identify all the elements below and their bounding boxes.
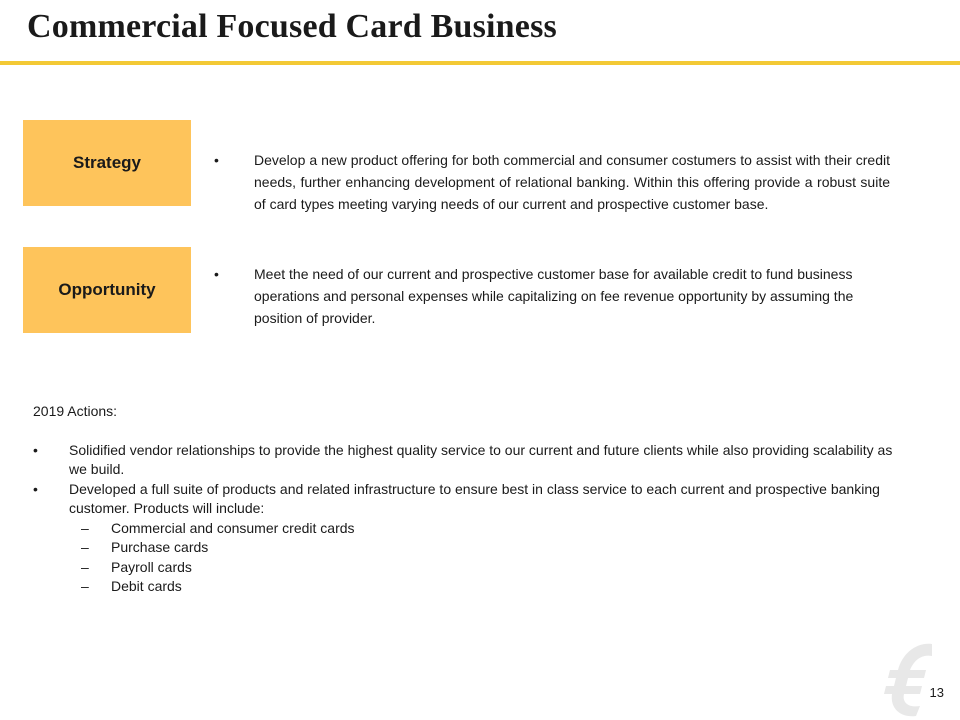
strategy-label-box	[23, 120, 191, 206]
product-text: Commercial and consumer credit cards	[111, 519, 355, 536]
strategy-label: Strategy	[72, 153, 142, 172]
product-item	[33, 558, 893, 578]
opportunity-text: Meet the need of our current and prospective customer base for available credit to fund business operations and personal expenses while capitalizing on fee revenue opportunity by assuming the position of provider.	[254, 266, 854, 326]
product-item	[33, 538, 893, 558]
product-text: Debit cards	[111, 578, 182, 594]
opportunity-label: Opportunity	[58, 280, 156, 299]
dash-marker: –	[81, 519, 89, 536]
action-text: Solidified vendor relationships to provide the highest quality service to our current and future clients while also providing scalability as we build.	[69, 441, 893, 477]
bullet-marker: •	[214, 266, 219, 282]
dash-marker: –	[81, 578, 89, 594]
bank-logo-watermark-icon	[880, 640, 950, 720]
product-item	[33, 519, 893, 539]
bullet-marker: •	[33, 441, 38, 458]
strategy-text: Develop a new product offering for both commercial and consumer costumers to assist with their credit needs, further enhancing development of relational banking. Within this offering provide a robust suite of card types meeting varying needs of our current and prospective customer base.	[254, 152, 890, 212]
title-underline	[0, 61, 960, 65]
product-item	[33, 577, 893, 597]
list-item	[33, 441, 893, 480]
actions-heading: 2019 Actions:	[33, 403, 118, 419]
opportunity-bullet	[214, 263, 890, 329]
opportunity-label-box	[23, 247, 191, 333]
page-title: Commercial Focused Card Business	[27, 8, 557, 45]
product-text: Purchase cards	[111, 539, 209, 555]
strategy-bullet	[214, 149, 890, 215]
dash-marker: –	[81, 539, 89, 555]
bullet-marker: •	[214, 152, 219, 168]
list-item	[33, 480, 893, 519]
product-text: Payroll cards	[111, 558, 192, 575]
page-number: 13	[929, 685, 944, 700]
action-text: Developed a full suite of products and related infrastructure to ensure best in class service to each current and prospective banking customer. Products will include:	[69, 480, 880, 516]
dash-marker: –	[81, 558, 89, 575]
actions-section	[33, 402, 893, 597]
bullet-marker: •	[33, 480, 38, 497]
